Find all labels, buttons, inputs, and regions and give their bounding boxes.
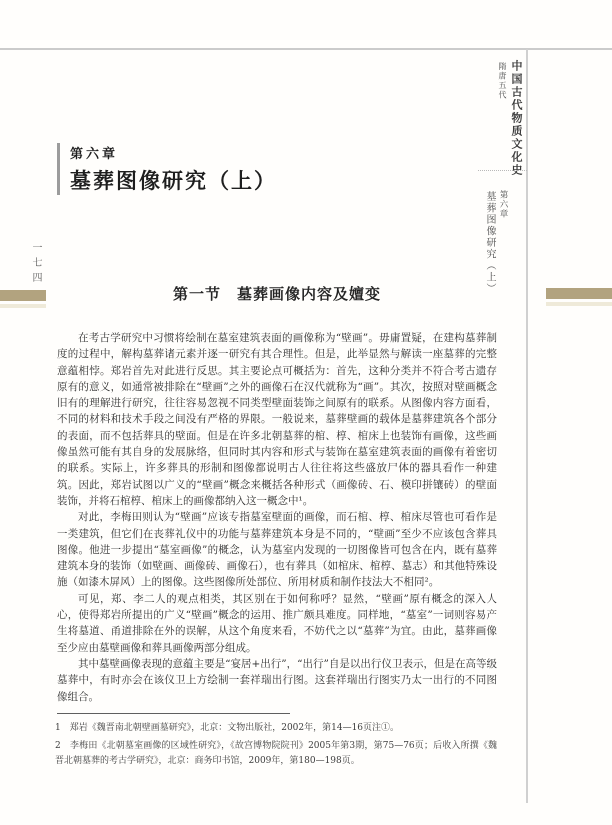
chapter-title: 墓葬图像研究（上） bbox=[70, 168, 277, 193]
running-head-chapter bbox=[482, 190, 509, 295]
footnote-item: 1 郑岩《魏晋南北朝壁画墓研究》，北京：文物出版社，2002年，第14—16页注①。 bbox=[55, 723, 400, 733]
chapter-heading bbox=[57, 143, 277, 195]
paragraph: 对此，李梅田则认为“壁画”应该专指墓室壁面的画像，而石棺、椁、棺床尽管也可看作是一类建筑，但它们在丧葬礼仪中的功能与墓葬建筑本身是不同的，“壁画”至少不应该包含葬具图像。他进一步提出“墓室画像”的概念，认为墓室内发现的一切图像皆可包含在内，既有墓葬建筑本身的装饰（如壁画、画像砖、画像石），也有葬具（如棺床、棺椁、墓志）和其他特殊设施（如漆木屏风）上的图像。这些图像所处部位、所用材质和制作技法大不相同²。 bbox=[57, 511, 497, 589]
book-title: 中国古代物质文化史 bbox=[510, 60, 523, 177]
paragraph: 其中墓壁画像表现的意蕴主要是“宴居+出行”，“出行”自是以出行仪卫表示，但是在高等级墓葬中，有时亦会在该仪卫上方绘制一套祥瑞出行图。这套祥瑞出行图实乃太一出行的不同图像组合。 bbox=[57, 657, 497, 703]
right-edge-tab-shadow bbox=[546, 302, 612, 306]
left-edge-tab-shadow bbox=[0, 304, 46, 308]
chapter-label: 第六章 bbox=[70, 147, 119, 162]
section-heading: 第一节 墓葬画像内容及嬗变 bbox=[172, 285, 381, 303]
page-number: 一七四 bbox=[30, 242, 41, 287]
right-margin-rule bbox=[526, 49, 528, 803]
footnotes bbox=[55, 721, 497, 772]
volume-label: 隋唐五代 bbox=[498, 62, 507, 100]
left-edge-tab bbox=[0, 290, 46, 301]
running-chapter-title: 墓葬图像研究（上） bbox=[484, 191, 495, 295]
body-text bbox=[57, 330, 497, 705]
right-edge-tab bbox=[546, 288, 612, 299]
footnote-item: 2 李梅田《北朝墓室画像的区域性研究》，《故宫博物院院刊》2005年第3期，第75—76页；后收入所撰《魏晋北朝墓葬的考古学研究》，北京：商务印书馆，2009年，第180—198页。 bbox=[55, 740, 497, 766]
running-chapter-label: 第六章 bbox=[498, 190, 508, 219]
paragraph: 在考古学研究中习惯将绘制在墓室建筑表面的画像称为“壁画”。毋庸置疑，在建构墓葬制度的过程中，解构墓葬诸元素并逐一研究有其合理性。但是，此举显然与解读一座墓葬的完整意蕴相悖。郑岩首先对此进行反思。其主要论点可概括为：首先，这种分类并不符合考古遗存原有的意义，如通常被排除在“壁画”之外的画像石在汉代就称为“画”。其次，按照对壁画概念旧有的理解进行研究，往往容易忽视不同类型壁面装饰之间原有的联系。从图像内容方面看，不同的材料和技术手段之间没有严格的界限。一般说来，墓葬壁画的载体是墓葬建筑各个部分的表面，而不包括葬具的壁面。但是在许多北朝墓葬的棺、椁、棺床上也装饰有画像，这些画像虽然可能有其自身的发展脉络，但同时其内容和形式与装饰在墓室建筑表面的画像有着密切的联系。实际上，许多葬具的形制和图像都说明古人往往将这些盛放尸体的器具看作一种建筑。因此，郑岩试图以广义的“壁画”概念来概括各种形式（画像砖、石、模印拼镶砖）的壁面装饰，并将石棺椁、棺床上的画像都纳入这一概念中¹。 bbox=[57, 332, 497, 507]
paragraph: 可见，郑、李二人的观点相类，其区别在于如何称呼？显然，“壁画”原有概念的深入人心，使得郑岩所提出的广义“壁画”概念的运用、推广颇具难度。同样地，“墓室”一词则容易产生将墓道、甬道排除在外的误解，从这个角度来看，不妨代之以“墓葬”为宜。由此，墓葬画像至少应由墓壁画像和葬具画像两部分组成。 bbox=[57, 592, 497, 654]
top-rule bbox=[0, 48, 612, 50]
running-head-divider bbox=[478, 170, 527, 171]
footnote-separator bbox=[57, 713, 290, 714]
running-head bbox=[497, 60, 524, 177]
